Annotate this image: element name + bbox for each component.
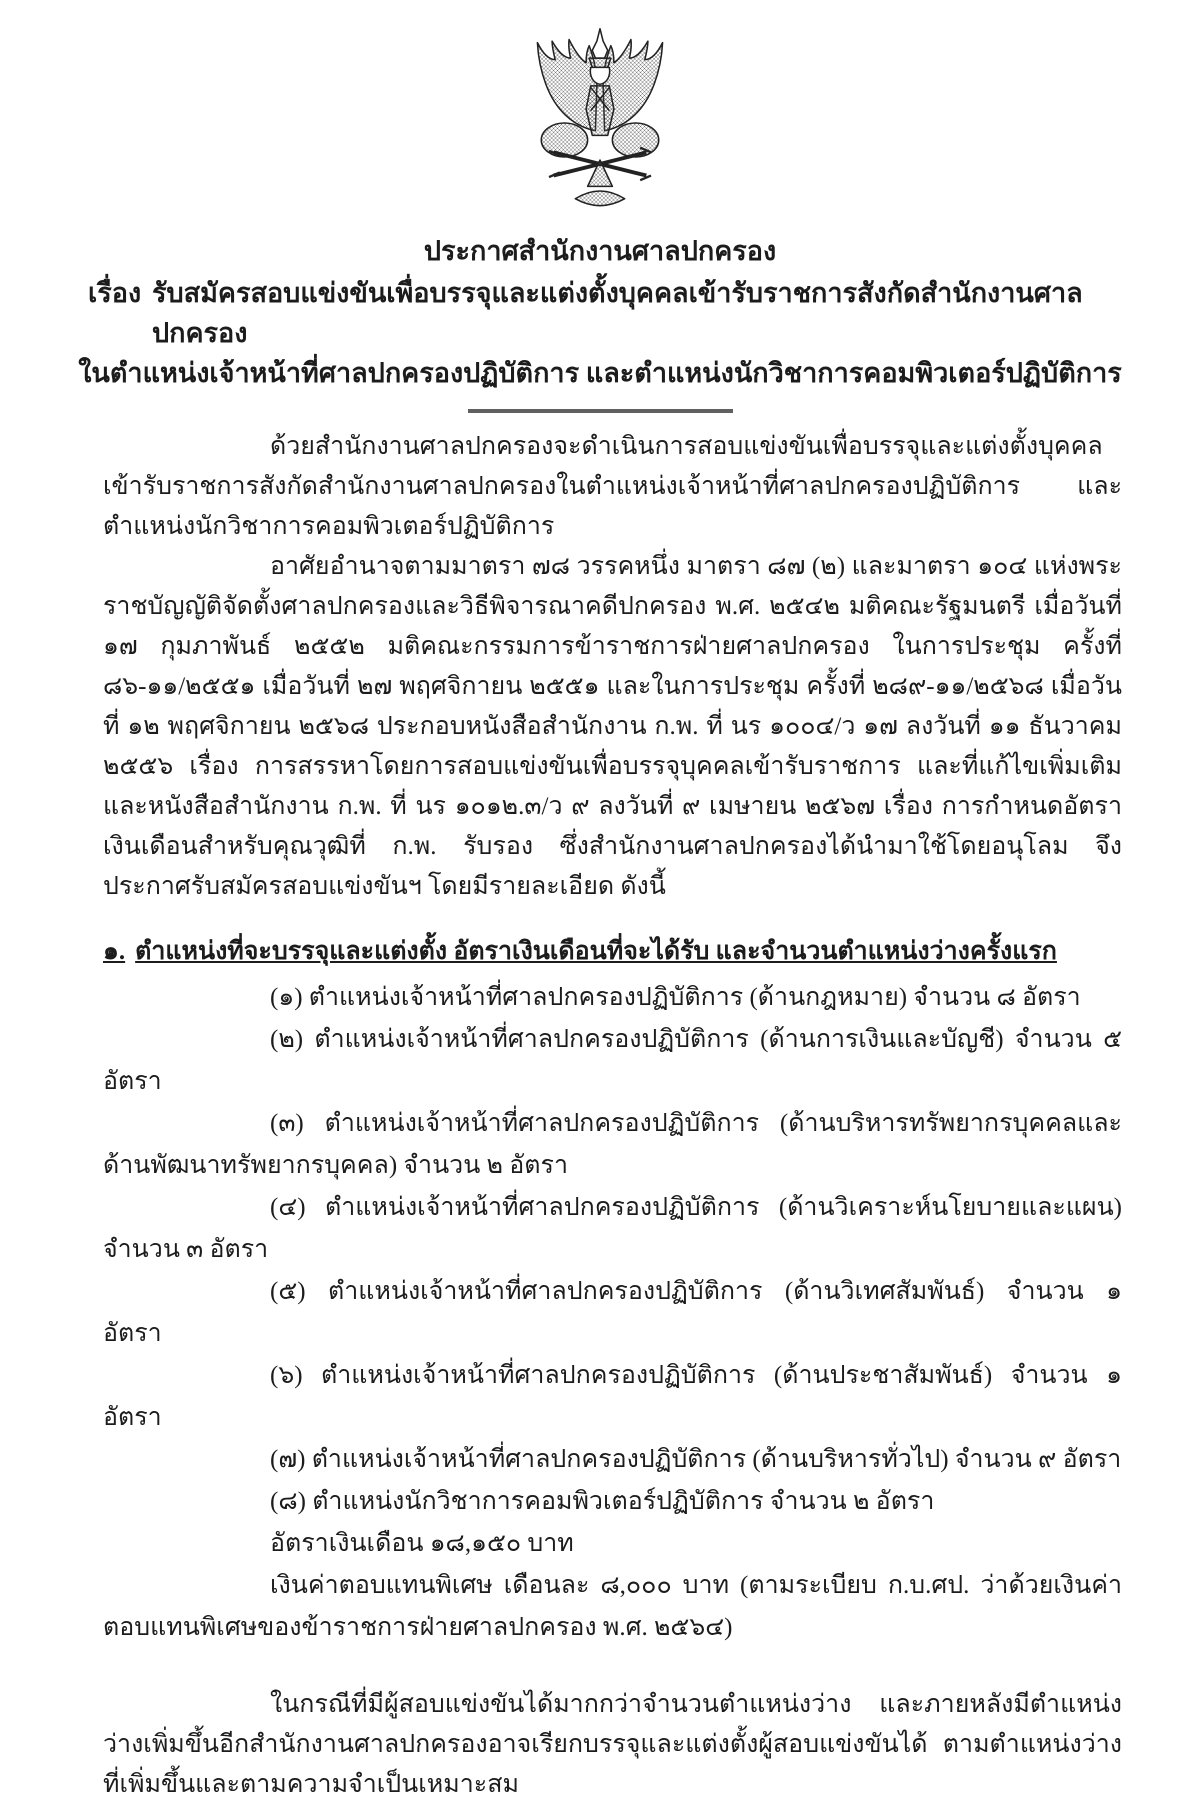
- salary-line: อัตราเงินเดือน ๑๘,๑๕๐ บาท: [270, 1530, 574, 1557]
- position-item: (๗) ตำแหน่งเจ้าหน้าที่ศาลปกครองปฏิบัติการ (ด้านบริหารทั่วไป) จำนวน ๙ อัตรา: [270, 1446, 1122, 1473]
- position-item: (๓) ตำแหน่งเจ้าหน้าที่ศาลปกครองปฏิบัติการ (ด้านบริหารทรัพยากรบุคคลและด้านพัฒนาทรัพยากรบุคคล) จำนวน ๒ อัตรา: [103, 1110, 1122, 1179]
- title-divider: [468, 409, 733, 413]
- garuda-emblem-icon: [515, 24, 685, 222]
- position-item: (๖) ตำแหน่งเจ้าหน้าที่ศาลปกครองปฏิบัติการ (ด้านประชาสัมพันธ์) จำนวน ๑ อัตรา: [103, 1362, 1122, 1431]
- position-item: (๔) ตำแหน่งเจ้าหน้าที่ศาลปกครองปฏิบัติการ (ด้านวิเคราะห์นโยบายและแผน) จำนวน ๓ อัตรา: [103, 1194, 1122, 1263]
- position-item: (๘) ตำแหน่งนักวิชาการคอมพิวเตอร์ปฏิบัติการ จำนวน ๒ อัตรา: [270, 1488, 935, 1515]
- section-1-number: ๑.: [103, 938, 126, 965]
- document-body: [103, 427, 1122, 1805]
- position-item: (๑) ตำแหน่งเจ้าหน้าที่ศาลปกครองปฏิบัติการ (ด้านกฎหมาย) จำนวน ๘ อัตรา: [270, 984, 1081, 1011]
- position-item: (๒) ตำแหน่งเจ้าหน้าที่ศาลปกครองปฏิบัติการ (ด้านการเงินและบัญชี) จำนวน ๕ อัตรา: [103, 1026, 1122, 1095]
- document-title: ประกาศสำนักงานศาลปกครอง: [423, 236, 777, 266]
- emblem-container: [0, 0, 1200, 227]
- section-1-heading-text: ตำแหน่งที่จะบรรจุและแต่งตั้ง อัตราเงินเดือนที่จะได้รับ และจำนวนตำแหน่งว่างครั้งแรก: [135, 938, 1057, 965]
- authority-paragraph: อาศัยอำนาจตามมาตรา ๗๘ วรรคหนึ่ง มาตรา ๘๗ (๒) และมาตรา ๑๐๔ แห่งพระราชบัญญัติจัดตั้งศาลปกครองและวิธีพิจารณาคดีปกครอง พ.ศ. ๒๕๔๒ มติคณะรัฐมนตรี เมื่อวันที่ ๑๗ กุมภาพันธ์ ๒๕๕๒ มติคณะกรรมการข้าราชการฝ่ายศาลปกครอง ในการประชุม ครั้งที่ ๘๖-๑๑/๒๕๕๑ เมื่อวันที่ ๒๗ พฤศจิกายน ๒๕๕๑ และในการประชุม ครั้งที่ ๒๘๙-๑๑/๒๕๖๘ เมื่อวันที่ ๑๒ พฤศจิกายน ๒๕๖๘ ประกอบหนังสือสำนักงาน ก.พ. ที่ นร ๑๐๐๔/ว ๑๗ ลงวันที่ ๑๑ ธันวาคม ๒๕๕๖ เรื่อง การสรรหาโดยการสอบแข่งขันเพื่อบรรจุบุคคลเข้ารับราชการ และที่แก้ไขเพิ่มเติม และหนังสือสำนักงาน ก.พ. ที่ นร ๑๐๑๒.๓/ว ๙ ลงวันที่ ๙ เมษายน ๒๕๖๗ เรื่อง การกำหนดอัตราเงินเดือนสำหรับคุณวุฒิที่ ก.พ. รับรอง ซึ่งสำนักงานศาลปกครองได้นำมาใช้โดยอนุโลม จึงประกาศรับสมัครสอบแข่งขันฯ โดยมีรายละเอียด ดังนี้: [103, 553, 1122, 900]
- section-1-heading: [103, 931, 1122, 973]
- subject-label: เรื่อง: [88, 278, 142, 308]
- allowance-line: เงินค่าตอบแทนพิเศษ เดือนละ ๘,๐๐๐ บาท (ตามระเบียบ ก.บ.ศป. ว่าด้วยเงินค่าตอบแทนพิเศษของข้าราชการฝ่ายศาลปกครอง พ.ศ. ๒๕๖๔): [103, 1572, 1122, 1641]
- position-item: (๕) ตำแหน่งเจ้าหน้าที่ศาลปกครองปฏิบัติการ (ด้านวิเทศสัมพันธ์) จำนวน ๑ อัตรา: [103, 1278, 1122, 1347]
- subject-line-1: รับสมัครสอบแข่งขันเพื่อบรรจุและแต่งตั้งบุคคลเข้ารับราชการสังกัดสำนักงานศาลปกครอง: [152, 278, 1083, 348]
- subject-line-2: ในตำแหน่งเจ้าหน้าที่ศาลปกครองปฏิบัติการ และตำแหน่งนักวิชาการคอมพิวเตอร์ปฏิบัติการ: [78, 358, 1122, 388]
- intro-paragraph: ด้วยสำนักงานศาลปกครองจะดำเนินการสอบแข่งขันเพื่อบรรจุและแต่งตั้งบุคคลเข้ารับราชการสังกัดสำนักงานศาลปกครองในตำแหน่งเจ้าหน้าที่ศาลปกครองปฏิบัติการ และตำแหน่งนักวิชาการคอมพิวเตอร์ปฏิบัติการ: [103, 433, 1122, 540]
- closing-paragraph: ในกรณีที่มีผู้สอบแข่งขันได้มากกว่าจำนวนตำแหน่งว่าง และภายหลังมีตำแหน่งว่างเพิ่มขึ้นอีกสำนักงานศาลปกครองอาจเรียกบรรจุและแต่งตั้งผู้สอบแข่งขันได้ ตามตำแหน่งว่างที่เพิ่มขึ้นและตามความจำเป็นเหมาะสม: [103, 1691, 1122, 1798]
- subject-row: [88, 273, 1120, 353]
